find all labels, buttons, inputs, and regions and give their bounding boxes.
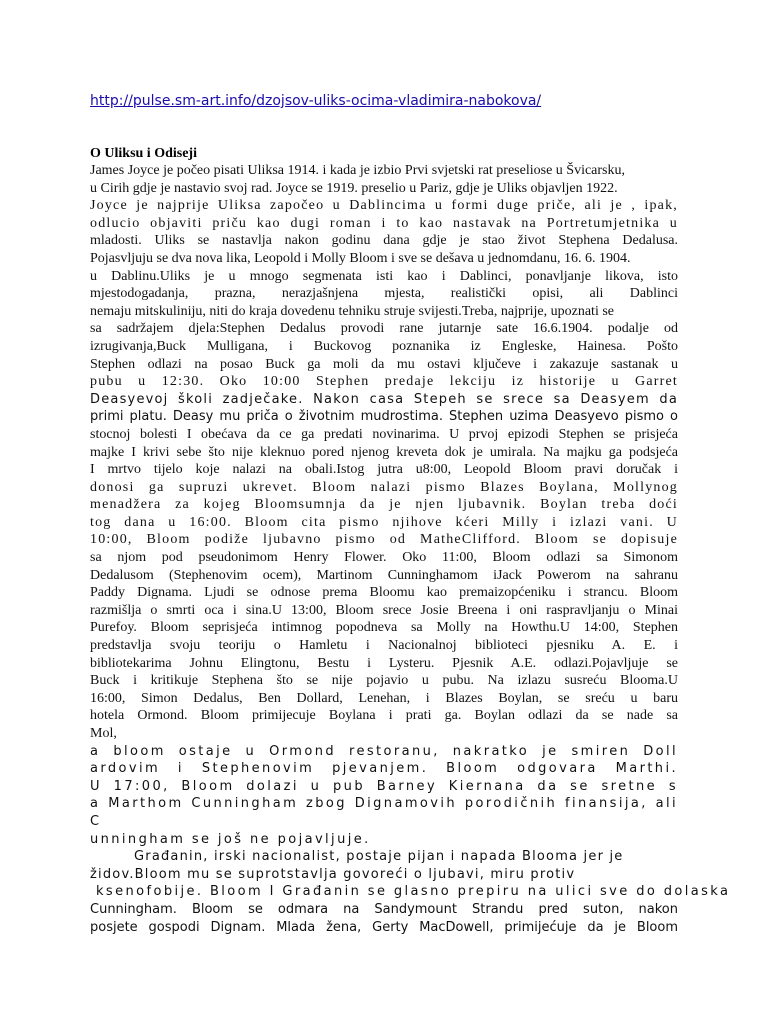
text-line: u Dablinu.Uliks je u mnogo segmenata isti kao i Dablinci, ponavljanje likova, isto [90, 268, 678, 284]
text-line: sa njom pod pseudonimom Henry Flower. Oko 11:00, Bloom odlazi sa Simonom [90, 550, 678, 566]
text-line: Buck i kritikuje Stephena što se nije pojavio u pubu. Na izlazu susreću Blooma.U [90, 673, 678, 689]
text-line: bibliotekarima Johnu Elingtonu, Bestu i Lysteru. Pjesnik A.E. odlazi.Pojavljuje se [90, 655, 678, 671]
text-line: Građanin, irski nacionalist, postaje pijan i napada Blooma jer je [134, 849, 624, 865]
text-line: hotela Ormond. Bloom primijecuje Boylana i prati ga. Boylan odlazi da se nade sa [90, 708, 678, 724]
text-line: Pojasvljuju se dva nova lika, Leopold i Molly Bloom i sve se dešava u jednomdanu, 16. 6. 1904. [90, 250, 631, 266]
text-line: ardovim i Stephenovim pjevanjem. Bloom odgovara Marthi. [90, 761, 678, 777]
text-line: Mol, [90, 726, 117, 741]
text-line: Cunningham. Bloom se odmara na Sandymount Strandu pred suton, nakon [90, 901, 678, 917]
text-line: izrugivanja,Buck Mulligana, i Buckovog poznanika iz Engleske, Hainesa. Pošto [90, 338, 678, 354]
text-line: James Joyce je počeo pisati Uliksa 1914. i kada je izbio Prvi svjetski rat preseliose u Švicarsku, [90, 163, 625, 178]
text-line: menadžera za kojeg Bloomsumnja da je njen ljubavnik. Boylan treba doći [90, 497, 678, 513]
text-line: Deasyevoj školi zadječake. Nakon casa Stepeh se srece sa Deasyem da [90, 391, 678, 407]
source-link[interactable]: http://pulse.sm-art.info/dzojsov-uliks-ocima-vladimira-nabokova/ [90, 93, 542, 109]
text-line: pubu u 12:30. Oko 10:00 Stephen predaje lekciju iz historije u Garret [90, 374, 678, 390]
body-text [90, 162, 731, 936]
text-line: 10:00, Bloom podiže ljubavno pismo od MatheClifford. Bloom se dopisuje [90, 532, 678, 548]
text-line: stocnoj bolesti I obećava da ce ga predati novinarima. U prvoj epizodi Stephen se prisjeća [90, 426, 678, 442]
text-line: Dedalusom (Stephenovim ocem), Martinom Cunninghamom iJack Powerom na sahranu [90, 567, 678, 583]
text-line: primi platu. Deasy mu priča o životnim mudrostima. Stephen uzima Deasyevo pismo o [90, 409, 678, 425]
text-line: Purefoy. Bloom seprisjeća intimnog popodneva sa Molly na Howthu.U 14:00, Stephen [90, 620, 678, 636]
text-line: mjestodogadanja, prazna, nerazjašnjena mjesta, realistički opisi, ali Dablinci [90, 286, 678, 302]
text-line: mladosti. Uliks se nastavlja nakon godinu dana gdje je stao život Stephena Dedalusa. [90, 233, 678, 249]
text-line: ksenofobije. Bloom I Građanin se glasno prepiru na ulici sve do dolaska [96, 884, 731, 900]
text-line: posjete gospodi Dignam. Mlada žena, Gerty MacDowell, primijećuje da je Bloom [90, 919, 678, 935]
text-line: Paddy Dignama. Ljudi se odnose prema Bloomu kao premaizopćeniku i strancu. Bloom [90, 585, 678, 601]
text-line: odlucio objaviti priču kao dugi roman i to kao nastavak na Portretumjetnika u [90, 215, 678, 231]
text-line: nemaju mitskuliniju, niti do kraja dovedenu tehniku struje svijesti.Treba, najprije, upoznati se [90, 303, 615, 319]
text-line: židov.Bloom mu se suprotstavlja govoreći o ljubavi, miru protiv [90, 866, 576, 882]
text-line: unningham se još ne pojavljuje. [90, 831, 371, 847]
text-line: tog dana u 16:00. Bloom cita pismo njihove kćeri Milly i izlazi vani. U [90, 514, 678, 530]
text-line: u Cirih gdje je nastavio svoj rad. Joyce se 1919. preselio u Pariz, gdje je Uliks objavljen 1922. [90, 180, 618, 196]
text-line: majke I krivi sebe što nije kleknuo pored njenog kreveta dok je umirala. Na majku ga podsjeća [90, 444, 678, 460]
section-heading: O Uliksu i Odiseji [90, 146, 197, 161]
text-line: sa sadržajem djela:Stephen Dedalus provodi rane jutarnje sate 16.6.1904. podalje od [90, 321, 678, 337]
text-line: donosi ga supruzi ukrevet. Bloom nalazi pismo Blazes Boylana, Mollynog [90, 479, 678, 495]
text-line: I mrtvo tijelo koje nalazi na obali.Istog jutra u8:00, Leopold Bloom pravi doručak i [90, 462, 678, 478]
text-line: predstavlja svoju teoriju o Hamletu i Nacionalnoj biblioteci pjesniku A. E. i [90, 638, 678, 654]
text-line: razmišlja o smrti oca i sina.U 13:00, Bloom srece Josie Breena i oni raspravljanju o Minai [90, 602, 678, 618]
text-line: a Marthom Cunningham zbog Dignamovih porodičnih finansija, ali C [90, 796, 678, 829]
text-line: U 17:00, Bloom dolazi u pub Barney Kiernana da se sretne s [90, 778, 678, 794]
text-line: Stephen odlazi na posao Buck ga moli da mu ostavi ključeve i zakazuje sastanak u [90, 356, 678, 372]
text-line: 16:00, Simon Dedalus, Ben Dollard, Lenehan, i Blazes Boylan, se sreću u baru [90, 690, 678, 706]
text-line: a bloom ostaje u Ormond restoranu, nakratko je smiren Doll [90, 743, 678, 759]
text-line: Joyce je najprije Uliksa započeo u Dablincima u formi duge priče, ali je , ipak, [90, 198, 678, 214]
